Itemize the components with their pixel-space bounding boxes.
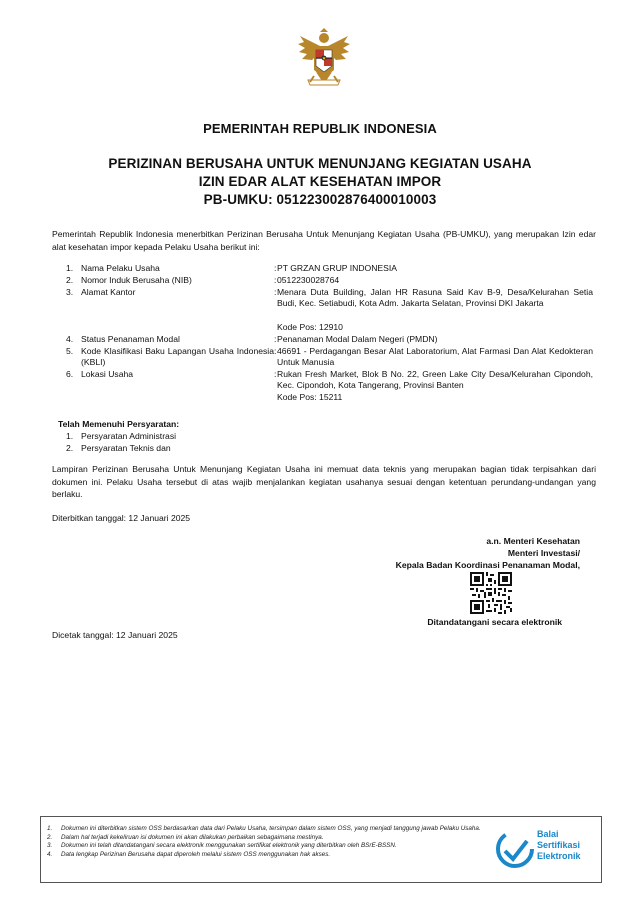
detail-value: Rukan Fresh Market, Blok B No. 22, Green Lake City Desa/Kelurahan Cipondoh, Kec. Cipondoh, Kota Tangerang, Provinsi Banten	[277, 369, 593, 391]
bsre-logo-line-3: Elektronik	[537, 851, 581, 861]
detail-number: 3.	[66, 287, 74, 297]
detail-number: 6.	[66, 369, 74, 379]
colon: :	[274, 334, 277, 344]
government-heading: PEMERINTAH REPUBLIK INDONESIA	[203, 121, 437, 136]
colon: :	[274, 287, 277, 297]
colon: :	[274, 346, 277, 356]
detail-number: 5.	[66, 346, 74, 356]
footnote: 1. Dokumen ini diterbitkan sistem OSS berdasarkan data dari Pelaku Usaha, tersimpan dalam sistem OSS, yang menjadi tanggung jawab Pelaku Usaha.	[47, 825, 481, 832]
detail-value: Menara Duta Building, Jalan HR Rasuna Said Kav B-9, Desa/Kelurahan Setia Budi, Kec. Setiabudi, Kota Adm. Jakarta Selatan, Provinsi DKI Jakarta	[277, 287, 593, 309]
intro-paragraph: Pemerintah Republik Indonesia menerbitkan Perizinan Berusaha Untuk Menunjang Kegiatan Usaha (PB-UMKU), yang merupakan Izin edar alat kesehatan impor kepada Pelaku Usaha berikut ini:	[52, 229, 596, 252]
detail-number: 1.	[66, 263, 74, 273]
detail-label: Nomor Induk Berusaha (NIB)	[81, 275, 192, 285]
detail-label: Status Penanaman Modal	[81, 334, 180, 344]
garuda-emblem	[294, 28, 354, 90]
signature-line-2: Menteri Investasi/	[507, 548, 580, 558]
footnote: 3. Dokumen ini telah ditandatangani secara elektronik menggunakan sertifikat elektronik yang diterbitkan oleh BSrE-BSSN.	[47, 842, 397, 849]
detail-value: Penanaman Modal Dalam Negeri (PMDN)	[277, 334, 438, 344]
printed-date: Dicetak tanggal: 12 Januari 2025	[52, 630, 178, 640]
colon: :	[274, 369, 277, 379]
issued-date: Diterbitkan tanggal: 12 Januari 2025	[52, 513, 191, 523]
pb-umku-number: PB-UMKU: 051223002876400010003	[203, 192, 437, 207]
requirement-number: 1.	[66, 431, 74, 441]
detail-number: 4.	[66, 334, 74, 344]
bsre-logo-line-1: Balai	[537, 829, 559, 839]
document-subtitle: IZIN EDAR ALAT KESEHATAN IMPOR	[198, 174, 442, 189]
requirement-number: 2.	[66, 443, 74, 453]
qr-code	[470, 572, 512, 614]
detail-label: Lokasi Usaha	[81, 369, 134, 379]
detail-label: Kode Klasifikasi Baku Lapangan Usaha Indonesia (KBLI)	[81, 346, 274, 368]
document-title: PERIZINAN BERUSAHA UNTUK MENUNJANG KEGIATAN USAHA	[108, 156, 532, 171]
closing-paragraph: Lampiran Perizinan Berusaha Untuk Menunjang Kegiatan Usaha ini memuat data teknis yang merupakan bagian tidak terpisahkan dari dokumen ini. Pelaku Usaha tersebut di atas wajib menjalankan kegiatan usahanya sesuai dengan ketentuan perundang-undangan yang berlaku.	[52, 464, 596, 500]
requirement-item: Persyaratan Teknis dan	[81, 443, 171, 453]
detail-value-postcode: Kode Pos: 15211	[277, 392, 343, 402]
detail-label: Alamat Kantor	[81, 287, 136, 297]
detail-value-postcode: Kode Pos: 12910	[277, 322, 343, 332]
signed-electronically-note: Ditandatangani secara elektronik	[427, 617, 562, 627]
bsre-logo	[495, 827, 595, 871]
colon: :	[274, 275, 277, 285]
bsre-logo-icon	[495, 829, 535, 869]
detail-value: PT GRZAN GRUP INDONESIA	[277, 263, 398, 273]
detail-value: 46691 - Perdagangan Besar Alat Laboratorium, Alat Farmasi Dan Alat Kedokteran Untuk Manusia	[277, 346, 593, 368]
signature-line-3: Kepala Badan Koordinasi Penanaman Modal,	[395, 560, 580, 570]
signature-line-1: a.n. Menteri Kesehatan	[486, 536, 580, 546]
footer-notes-box	[40, 816, 602, 883]
requirement-item: Persyaratan Administrasi	[81, 431, 177, 441]
detail-number: 2.	[66, 275, 74, 285]
detail-label: Nama Pelaku Usaha	[81, 263, 160, 273]
requirements-heading: Telah Memenuhi Persyaratan:	[58, 419, 180, 429]
footnote: 4. Data lengkap Perizinan Berusaha dapat diperoleh melalui sistem OSS menggunakan hak akses.	[47, 850, 331, 858]
colon: :	[274, 263, 277, 273]
footnote: 2. Dalam hal terjadi kekeliruan isi dokumen ini akan dilakukan perbaikan sebagaimana mestinya.	[47, 833, 324, 841]
detail-value: 0512230028764	[277, 275, 340, 285]
bsre-logo-line-2: Sertifikasi	[537, 840, 581, 850]
